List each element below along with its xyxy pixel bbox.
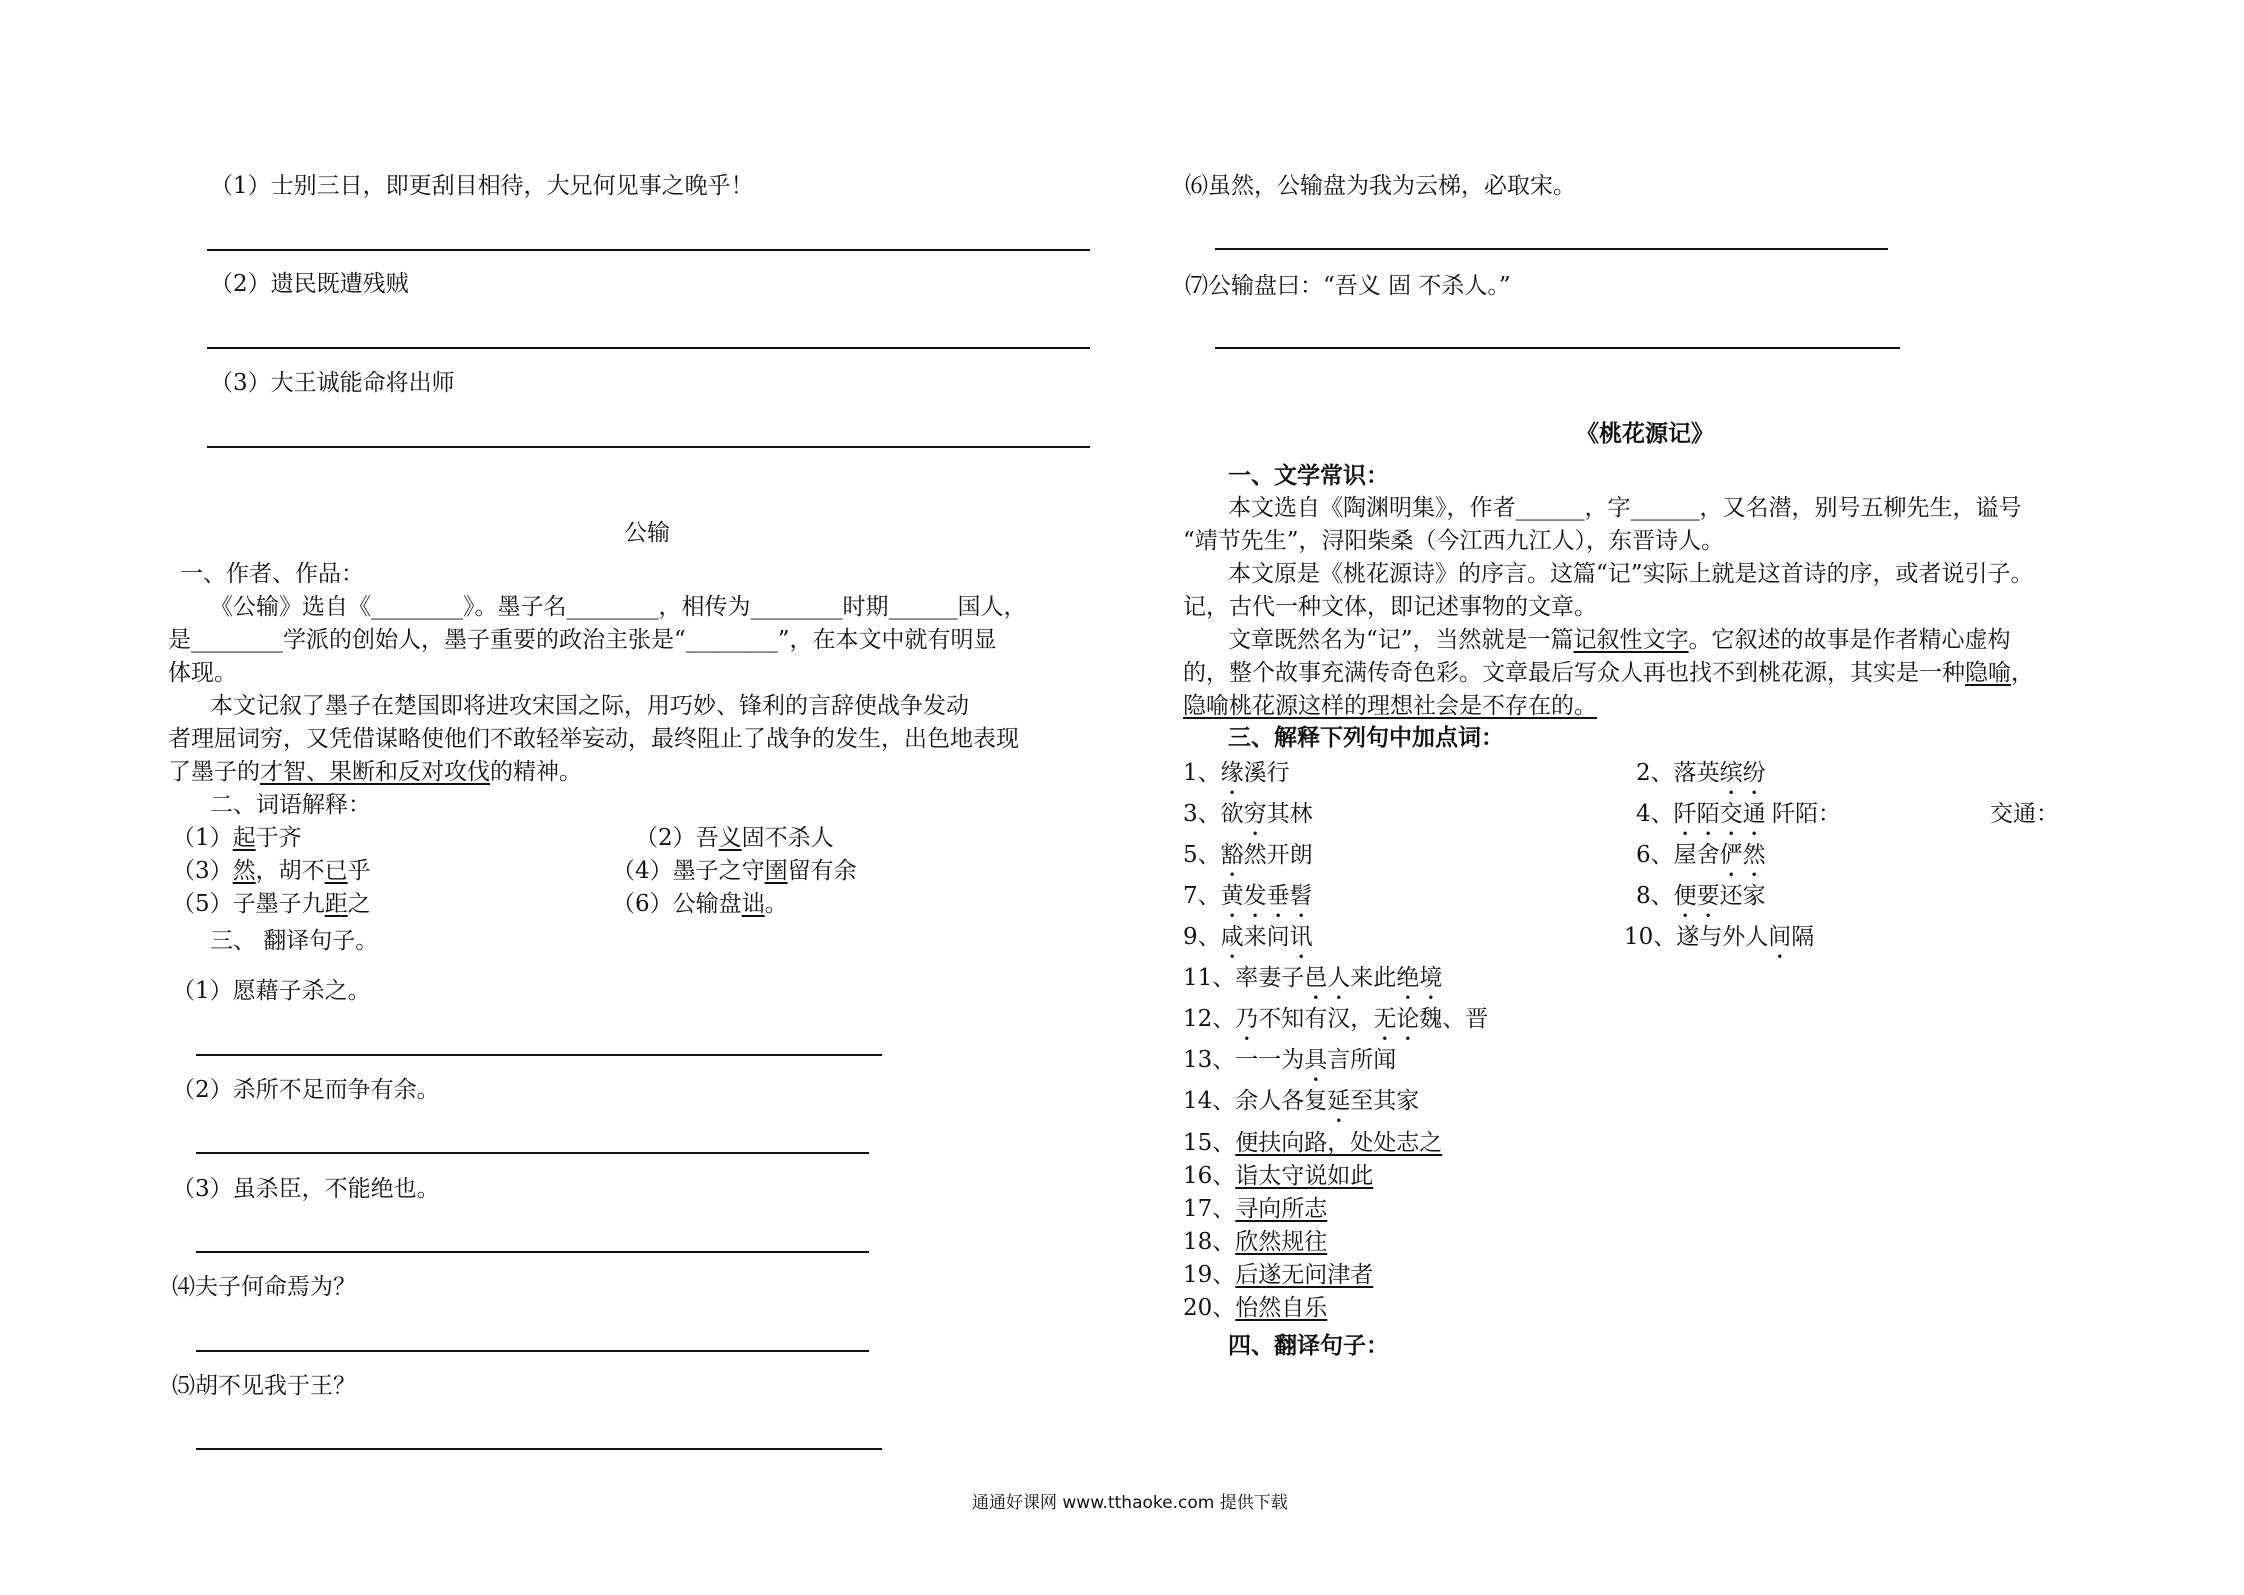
paragraph-line: “靖节先生”，浔阳柴桑（今江西九江人），东晋诗人。 (1183, 528, 1725, 554)
translate-item: ⑺公输盘曰：“吾义 固 不杀人。” (1185, 273, 1511, 299)
vocab-item (1636, 757, 1766, 800)
paragraph-line: 《公输》选自《________》。墨子名________，相传为________时期______国人， (210, 594, 1027, 620)
phrase-item (1183, 1226, 1327, 1258)
text: 文章既然名为“记”，当然就是一篇 (1228, 627, 1574, 653)
vocab-item (1624, 921, 1814, 964)
underlined-text: 隐喻 (1965, 660, 2011, 686)
vocab-item (1183, 1044, 1396, 1087)
vocab-item (1183, 757, 1290, 800)
answer-line[interactable] (207, 446, 1090, 448)
underlined-word: 圉 (764, 858, 788, 884)
text: 留有余 (787, 858, 857, 884)
answer-line[interactable] (196, 1448, 882, 1450)
vocab-item (1183, 1085, 1419, 1128)
text: 20、 (1183, 1295, 1236, 1321)
text: 来问 (1243, 924, 1290, 950)
dotted-word: 便 (1673, 883, 1697, 909)
phrase-item (1183, 1292, 1327, 1324)
text: 的，整个故事充满传奇色彩。文章最后写众人再也找不到桃花源，其实是一种 (1183, 660, 1965, 686)
translate-item: （1）愿藉子杀之。 (172, 978, 371, 1004)
translate-item: （3）虽杀臣，不能绝也。 (172, 1176, 440, 1202)
text: 的精神。 (490, 759, 582, 785)
vocab-item (1636, 880, 1766, 923)
dotted-word: 邑人 (1304, 965, 1351, 991)
vocab-item (172, 855, 371, 887)
dotted-word: 缘 (1220, 760, 1244, 786)
underlined-text: 后遂无问津者 (1235, 1262, 1374, 1288)
answer-line[interactable] (1215, 248, 1888, 250)
text: 溪行 (1243, 760, 1290, 786)
text: 5、 (1183, 842, 1221, 868)
paragraph-line: 是________学派的创始人，墨子重要的政治主张是“________”，在本文中就有明显 (168, 627, 997, 653)
text: 魏、晋 (1419, 1006, 1489, 1032)
text: 12、 (1183, 1006, 1236, 1032)
paragraph-line: 体现。 (168, 660, 237, 686)
underlined-word: 已 (324, 858, 348, 884)
underlined-word: 诎 (741, 891, 765, 917)
dotted-word: 无论 (1373, 1006, 1420, 1032)
text: 19、 (1183, 1262, 1236, 1288)
text: （3） (172, 858, 233, 884)
vocab-item (1183, 921, 1313, 964)
underlined-word: 义 (718, 825, 742, 851)
dotted-word: 绝境 (1396, 965, 1443, 991)
underlined-text: 怡然自乐 (1235, 1295, 1328, 1321)
paragraph-line (168, 756, 582, 788)
text: 14、余人各复 (1183, 1088, 1328, 1114)
text: 不知有汉， (1258, 1006, 1374, 1032)
paragraph-line (1183, 657, 2034, 689)
vocab-item (1183, 880, 1313, 923)
underlined-text: 便扶向路，处处志之 (1235, 1130, 1443, 1156)
text: （4）墨子之守 (612, 858, 765, 884)
text: 15、 (1183, 1130, 1236, 1156)
vocab-note: 交通： (1990, 801, 2059, 827)
dotted-word: 要 (1696, 883, 1720, 909)
answer-line[interactable] (196, 1152, 869, 1154)
section-heading: 一、文学常识： (1228, 462, 1389, 489)
dotted-word: 垂 (1266, 883, 1290, 909)
section-title-gongshu: 公输 (624, 520, 670, 546)
vocab-item (612, 888, 788, 920)
dotted-word: 乃 (1235, 1006, 1259, 1032)
text: 。 (764, 891, 788, 917)
vocab-note: 阡陌： (1772, 801, 1841, 827)
dotted-word: 具 (1304, 1047, 1328, 1073)
dotted-word: 间 (1768, 924, 1792, 950)
footer-text: 通通好课网 www.tthaoke.com 提供下载 (972, 1493, 1288, 1513)
dotted-word: 俨然 (1719, 842, 1766, 868)
vocab-item (1183, 798, 1313, 841)
dotted-word: 豁 (1220, 842, 1244, 868)
vocab-item (1183, 1003, 1488, 1046)
text: 10、遂与外人 (1624, 924, 1769, 950)
underlined-text: 记叙性文字 (1573, 627, 1689, 653)
answer-line[interactable] (196, 1350, 869, 1352)
text: 17、 (1183, 1196, 1236, 1222)
text: 6、屋舍 (1636, 842, 1720, 868)
text: 其林 (1266, 801, 1313, 827)
dotted-word: 延 (1327, 1088, 1351, 1114)
paragraph-line (1228, 624, 2011, 656)
paragraph-line: 本文原是《桃花源诗》的序言。这篇“记”实际上就是这首诗的序，或者说引子。 (1228, 561, 2034, 587)
question-3: （3）大王诚能命将出师 (210, 370, 455, 396)
text: 1、 (1183, 760, 1221, 786)
text: 16、 (1183, 1163, 1236, 1189)
vocab-item (172, 822, 302, 854)
underlined-word: 距 (324, 891, 348, 917)
text: ， (2011, 660, 2034, 686)
dotted-word: 阡陌 (1673, 801, 1720, 827)
paragraph-line: 记，古代一种文体，即记述事物的文章。 (1183, 594, 1597, 620)
text: 至其家 (1350, 1088, 1420, 1114)
dotted-word: 黄发 (1220, 883, 1267, 909)
underlined-word: 起 (232, 825, 256, 851)
phrase-item (1183, 1160, 1373, 1192)
section-heading: 三、解释下列句中加点词： (1228, 724, 1504, 751)
dotted-word: 讯 (1289, 924, 1313, 950)
answer-line[interactable] (1215, 347, 1900, 349)
text: 9、 (1183, 924, 1221, 950)
question-2: （2）遗民既遭残贼 (210, 271, 409, 297)
section-heading: 四、翻译句子： (1228, 1332, 1389, 1359)
text: 来此 (1350, 965, 1397, 991)
translate-item: ⑷夫子何命焉为？ (172, 1274, 356, 1300)
text: 3、欲 (1183, 801, 1244, 827)
underlined-text: 才智、果断和反对攻伐 (260, 759, 490, 785)
answer-line[interactable] (196, 1054, 882, 1056)
section-heading: 二、词语解释： (210, 792, 371, 818)
text: 13、一一为 (1183, 1047, 1305, 1073)
translate-item: （2）杀所不足而争有余。 (172, 1077, 440, 1103)
text: 还家 (1719, 883, 1766, 909)
vocab-item (612, 855, 857, 887)
dotted-word: 缤纷 (1719, 760, 1766, 786)
underlined-text: 隐喻桃花源这样的理想社会是不存在的。 (1183, 693, 1597, 719)
section-title-taohua: 《桃花源记》 (1576, 420, 1714, 447)
vocab-item (1183, 839, 1313, 882)
vocab-item (172, 888, 371, 920)
section-heading: 三、 翻译句子。 (210, 928, 379, 954)
text: 隔 (1791, 924, 1815, 950)
underlined-text: 欣然规往 (1235, 1229, 1328, 1255)
underlined-text: 寻向所志 (1235, 1196, 1328, 1222)
vocab-item (635, 822, 834, 854)
section-heading: 一、作者、作品： (180, 561, 364, 587)
paragraph-line: 本文选自《陶渊明集》，作者______，字______，又名潜，别号五柳先生，谥号 (1228, 495, 2022, 521)
text: 4、 (1636, 801, 1674, 827)
text: 2、落英 (1636, 760, 1720, 786)
phrase-item (1183, 1259, 1373, 1291)
text: 了墨子的 (168, 759, 260, 785)
phrase-item (1183, 1193, 1327, 1225)
text: 8、 (1636, 883, 1674, 909)
vocab-item (1183, 962, 1442, 1005)
text: 。它叙述的故事是作者精心虚构 (1688, 627, 2011, 653)
translate-item: ⑸胡不见我于王？ (172, 1373, 356, 1399)
text: （2）吾 (635, 825, 719, 851)
text: （5）子墨子九 (172, 891, 325, 917)
underlined-text: 诣太守说如此 (1235, 1163, 1374, 1189)
vocab-item (1636, 798, 1766, 841)
phrase-item (1183, 1127, 1442, 1159)
text: 之 (347, 891, 371, 917)
text: 7、 (1183, 883, 1221, 909)
question-1: （1）士别三日，即更刮目相待，大兄何见事之晚乎！ (210, 173, 754, 199)
text: 11、率妻子 (1183, 965, 1305, 991)
dotted-word: 穷 (1243, 801, 1267, 827)
dotted-word: 髫 (1289, 883, 1313, 909)
text: ，胡不 (255, 858, 325, 884)
dotted-word: 交通 (1719, 801, 1766, 827)
dotted-word: 咸 (1220, 924, 1244, 950)
text: 乎 (347, 858, 371, 884)
text: 然开朗 (1243, 842, 1313, 868)
answer-line[interactable] (196, 1251, 869, 1253)
text: 固不杀人 (741, 825, 834, 851)
translate-item: ⑹虽然，公输盘为我为云梯，必取宋。 (1185, 173, 1576, 199)
vocab-item (1636, 839, 1766, 882)
text: 于齐 (255, 825, 302, 851)
text: 18、 (1183, 1229, 1236, 1255)
text: （1） (172, 825, 233, 851)
answer-line[interactable] (207, 347, 1090, 349)
paragraph-line: 本文记叙了墨子在楚国即将进攻宋国之际，用巧妙、锋利的言辞使战争发动 (210, 693, 969, 719)
text: 言所闻 (1327, 1047, 1397, 1073)
text: （6）公输盘 (612, 891, 742, 917)
paragraph-line: 者理屈词穷，又凭借谋略使他们不敢轻举妄动，最终阻止了战争的发生，出色地表现 (168, 726, 1019, 752)
answer-line[interactable] (207, 249, 1090, 251)
underlined-word: 然 (232, 858, 256, 884)
